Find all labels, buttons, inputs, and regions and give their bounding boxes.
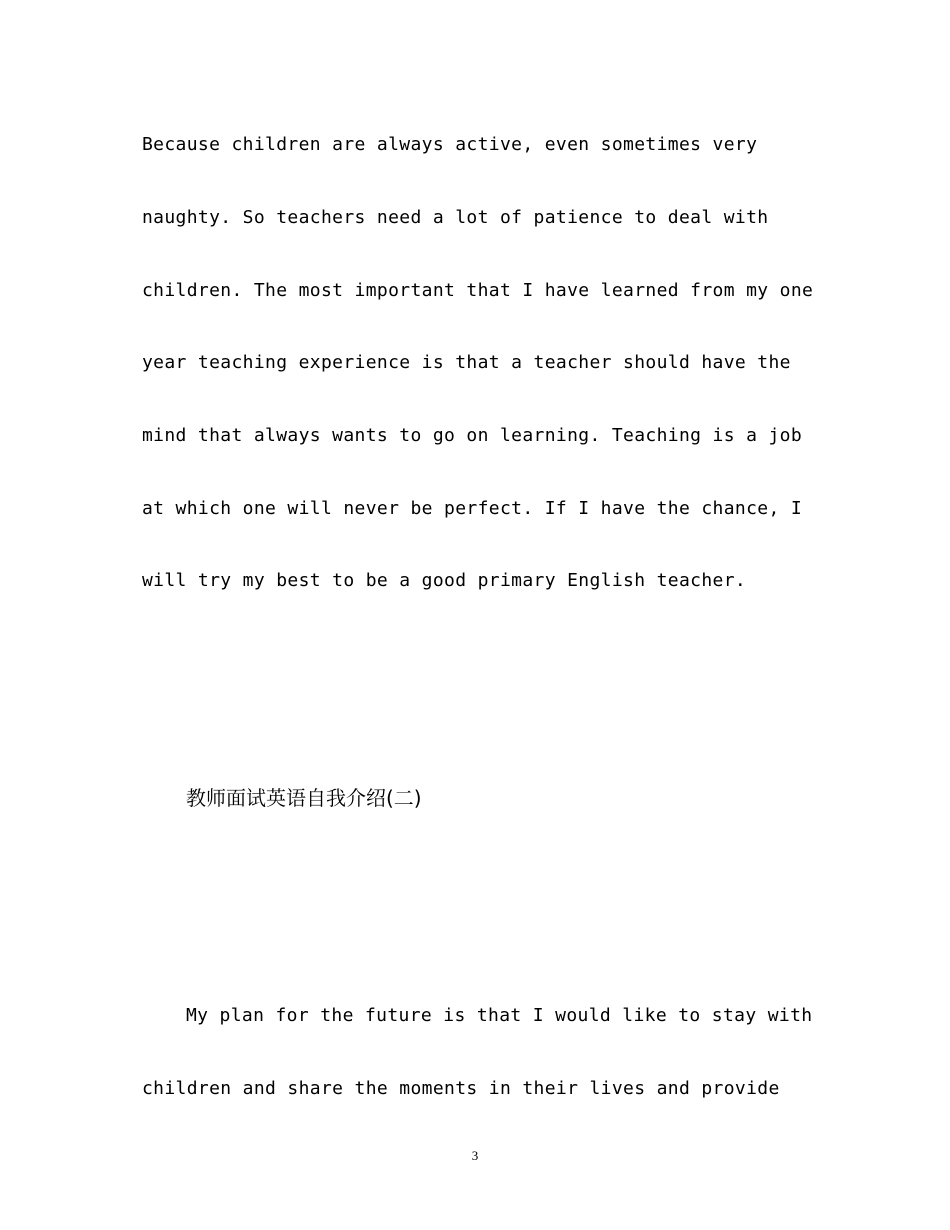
paragraph-1-line-7: will try my best to be a good primary English teacher. — [142, 570, 747, 591]
paragraph-1-line-3: children. The most important that I have learned from my one — [142, 280, 814, 301]
paragraph-1-line-4: year teaching experience is that a teacher should have the — [142, 352, 791, 373]
paragraph-1-line-6: at which one will never be perfect. If I have the chance, I — [142, 498, 803, 519]
page-number: 3 — [471, 1148, 479, 1163]
paragraph-1-line-2: naughty. So teachers need a lot of patience to deal with — [142, 207, 769, 228]
paragraph-1-line-5: mind that always wants to go on learning. Teaching is a job — [142, 425, 803, 446]
paragraph-2-line-1: My plan for the future is that I would like to stay with — [186, 1005, 813, 1026]
section-heading: 教师面试英语自我介绍(二) — [186, 786, 422, 810]
paragraph-1-line-1: Because children are always active, even sometimes very — [142, 134, 758, 155]
paragraph-2-line-2: children and share the moments in their lives and provide — [142, 1078, 780, 1099]
